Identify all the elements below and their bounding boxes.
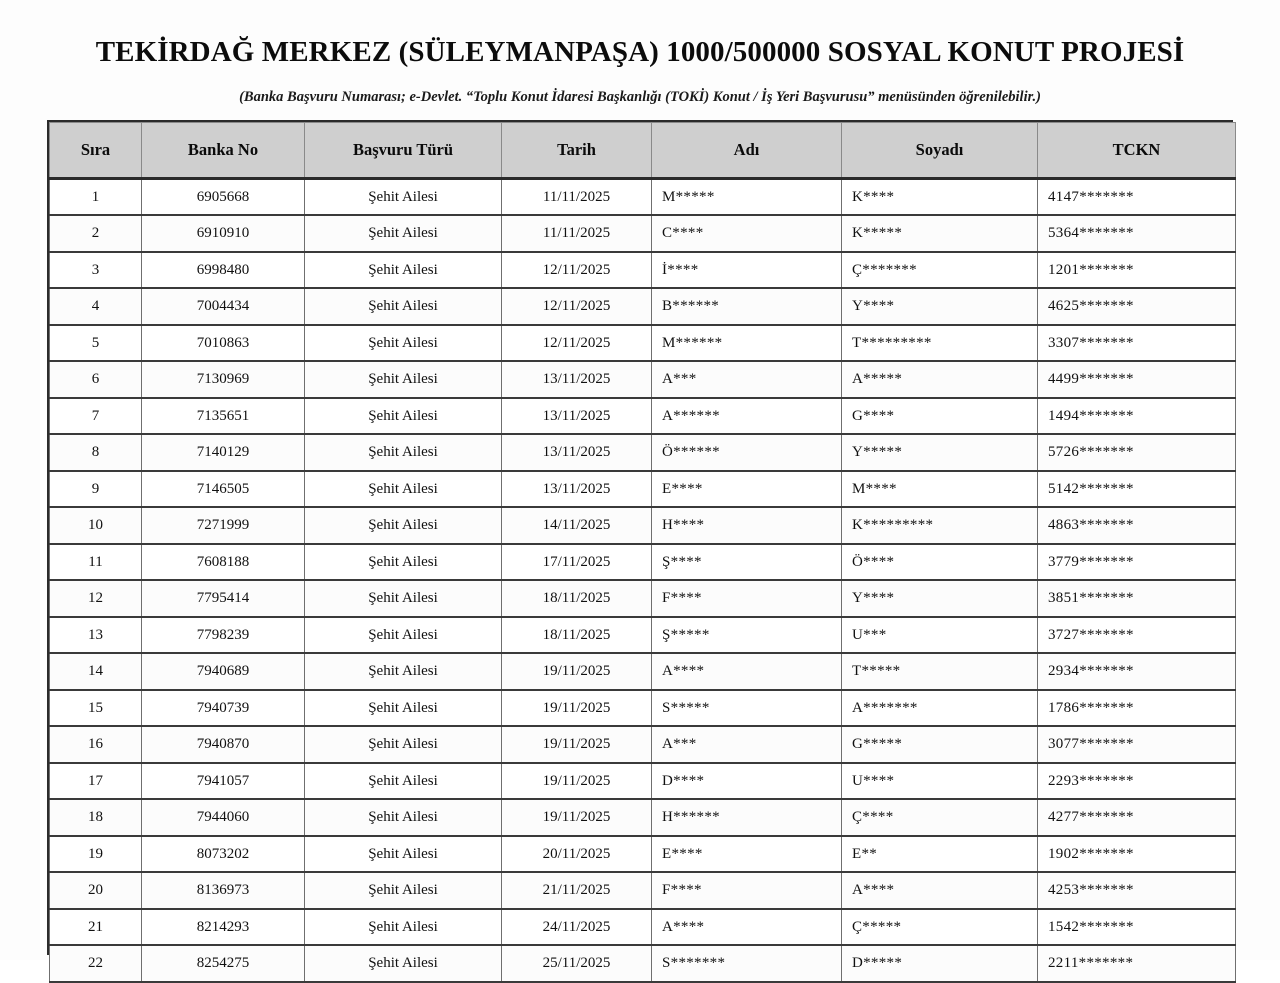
cell-tckn: 1542*******	[1038, 909, 1236, 946]
table-row	[50, 653, 1236, 690]
cell-basvuru-turu: Şehit Ailesi	[305, 945, 502, 982]
cell-soyadi: A*****	[842, 361, 1038, 398]
cell-basvuru-turu: Şehit Ailesi	[305, 361, 502, 398]
cell-tckn: 2211*******	[1038, 945, 1236, 982]
cell-tarih: 11/11/2025	[502, 179, 652, 216]
table-row	[50, 398, 1236, 435]
table-row	[50, 471, 1236, 508]
table-body	[50, 179, 1236, 982]
cell-adi: Ş****	[652, 544, 842, 581]
cell-tarih: 11/11/2025	[502, 215, 652, 252]
cell-sira: 15	[50, 690, 142, 727]
cell-soyadi: A*******	[842, 690, 1038, 727]
cell-tarih: 18/11/2025	[502, 617, 652, 654]
applicants-table	[49, 122, 1236, 983]
cell-tarih: 12/11/2025	[502, 325, 652, 362]
table-row	[50, 580, 1236, 617]
cell-sira: 9	[50, 471, 142, 508]
cell-tckn: 3077*******	[1038, 726, 1236, 763]
cell-tckn: 4499*******	[1038, 361, 1236, 398]
cell-sira: 6	[50, 361, 142, 398]
cell-banka-no: 6998480	[142, 252, 305, 289]
cell-basvuru-turu: Şehit Ailesi	[305, 252, 502, 289]
table-row	[50, 544, 1236, 581]
cell-tarih: 19/11/2025	[502, 653, 652, 690]
cell-sira: 21	[50, 909, 142, 946]
cell-banka-no: 8073202	[142, 836, 305, 873]
cell-tarih: 13/11/2025	[502, 471, 652, 508]
cell-soyadi: Ö****	[842, 544, 1038, 581]
table-header-row	[50, 123, 1236, 179]
page-title: TEKİRDAĞ MERKEZ (SÜLEYMANPAŞA) 1000/500000 SOSYAL KONUT PROJESİ	[95, 36, 1185, 68]
cell-sira: 17	[50, 763, 142, 800]
cell-sira: 10	[50, 507, 142, 544]
cell-banka-no: 7941057	[142, 763, 305, 800]
cell-adi: A****	[652, 653, 842, 690]
cell-adi: H****	[652, 507, 842, 544]
cell-banka-no: 7010863	[142, 325, 305, 362]
cell-banka-no: 7004434	[142, 288, 305, 325]
cell-banka-no: 8136973	[142, 872, 305, 909]
table-row	[50, 325, 1236, 362]
cell-basvuru-turu: Şehit Ailesi	[305, 726, 502, 763]
cell-banka-no: 7135651	[142, 398, 305, 435]
cell-tckn: 3727*******	[1038, 617, 1236, 654]
cell-tckn: 5726*******	[1038, 434, 1236, 471]
table-row	[50, 763, 1236, 800]
cell-soyadi: T*****	[842, 653, 1038, 690]
cell-soyadi: U****	[842, 763, 1038, 800]
column-header-basvuru-turu: Başvuru Türü	[305, 123, 502, 179]
cell-basvuru-turu: Şehit Ailesi	[305, 325, 502, 362]
cell-tarih: 21/11/2025	[502, 872, 652, 909]
cell-tarih: 12/11/2025	[502, 252, 652, 289]
cell-tckn: 5364*******	[1038, 215, 1236, 252]
cell-adi: F****	[652, 872, 842, 909]
cell-adi: C****	[652, 215, 842, 252]
cell-adi: A****	[652, 909, 842, 946]
cell-soyadi: G****	[842, 398, 1038, 435]
cell-tarih: 12/11/2025	[502, 288, 652, 325]
cell-soyadi: M****	[842, 471, 1038, 508]
cell-tarih: 14/11/2025	[502, 507, 652, 544]
cell-tckn: 4863*******	[1038, 507, 1236, 544]
table-row	[50, 507, 1236, 544]
cell-soyadi: Y*****	[842, 434, 1038, 471]
cell-soyadi: D*****	[842, 945, 1038, 982]
cell-tckn: 1902*******	[1038, 836, 1236, 873]
cell-soyadi: K*****	[842, 215, 1038, 252]
column-header-tckn: TCKN	[1038, 123, 1236, 179]
cell-adi: A***	[652, 726, 842, 763]
cell-tarih: 19/11/2025	[502, 690, 652, 727]
cell-sira: 8	[50, 434, 142, 471]
cell-basvuru-turu: Şehit Ailesi	[305, 434, 502, 471]
table-row	[50, 215, 1236, 252]
cell-basvuru-turu: Şehit Ailesi	[305, 471, 502, 508]
table-row	[50, 179, 1236, 216]
cell-sira: 1	[50, 179, 142, 216]
cell-basvuru-turu: Şehit Ailesi	[305, 653, 502, 690]
cell-basvuru-turu: Şehit Ailesi	[305, 872, 502, 909]
table-header	[50, 123, 1236, 179]
table-row	[50, 836, 1236, 873]
cell-banka-no: 7940739	[142, 690, 305, 727]
cell-adi: E****	[652, 471, 842, 508]
cell-soyadi: K*********	[842, 507, 1038, 544]
cell-soyadi: G*****	[842, 726, 1038, 763]
cell-adi: Ö******	[652, 434, 842, 471]
column-header-banka-no: Banka No	[142, 123, 305, 179]
cell-soyadi: Y****	[842, 580, 1038, 617]
cell-basvuru-turu: Şehit Ailesi	[305, 836, 502, 873]
table-row	[50, 909, 1236, 946]
cell-banka-no: 7608188	[142, 544, 305, 581]
cell-banka-no: 7271999	[142, 507, 305, 544]
cell-tarih: 18/11/2025	[502, 580, 652, 617]
cell-adi: Ş*****	[652, 617, 842, 654]
cell-basvuru-turu: Şehit Ailesi	[305, 763, 502, 800]
cell-tarih: 13/11/2025	[502, 434, 652, 471]
cell-adi: B******	[652, 288, 842, 325]
cell-tckn: 3779*******	[1038, 544, 1236, 581]
cell-soyadi: K****	[842, 179, 1038, 216]
cell-banka-no: 7146505	[142, 471, 305, 508]
cell-tckn: 1786*******	[1038, 690, 1236, 727]
cell-sira: 22	[50, 945, 142, 982]
cell-tarih: 24/11/2025	[502, 909, 652, 946]
cell-soyadi: A****	[842, 872, 1038, 909]
table-row	[50, 361, 1236, 398]
table-row	[50, 872, 1236, 909]
cell-basvuru-turu: Şehit Ailesi	[305, 215, 502, 252]
cell-sira: 20	[50, 872, 142, 909]
cell-soyadi: Ç*******	[842, 252, 1038, 289]
cell-sira: 5	[50, 325, 142, 362]
cell-tckn: 1201*******	[1038, 252, 1236, 289]
cell-soyadi: U***	[842, 617, 1038, 654]
cell-adi: F****	[652, 580, 842, 617]
table-row	[50, 288, 1236, 325]
cell-soyadi: Ç****	[842, 799, 1038, 836]
cell-basvuru-turu: Şehit Ailesi	[305, 507, 502, 544]
table-row	[50, 434, 1236, 471]
table-row	[50, 690, 1236, 727]
cell-soyadi: E**	[842, 836, 1038, 873]
cell-tarih: 13/11/2025	[502, 361, 652, 398]
cell-adi: A***	[652, 361, 842, 398]
column-header-tarih: Tarih	[502, 123, 652, 179]
cell-adi: M*****	[652, 179, 842, 216]
cell-soyadi: T*********	[842, 325, 1038, 362]
cell-sira: 14	[50, 653, 142, 690]
cell-basvuru-turu: Şehit Ailesi	[305, 179, 502, 216]
cell-tckn: 3851*******	[1038, 580, 1236, 617]
cell-soyadi: Y****	[842, 288, 1038, 325]
cell-adi: M******	[652, 325, 842, 362]
cell-sira: 4	[50, 288, 142, 325]
cell-banka-no: 7795414	[142, 580, 305, 617]
cell-tckn: 4147*******	[1038, 179, 1236, 216]
cell-adi: S*******	[652, 945, 842, 982]
cell-tarih: 19/11/2025	[502, 799, 652, 836]
cell-tarih: 19/11/2025	[502, 726, 652, 763]
cell-adi: İ****	[652, 252, 842, 289]
cell-tarih: 13/11/2025	[502, 398, 652, 435]
cell-adi: E****	[652, 836, 842, 873]
cell-basvuru-turu: Şehit Ailesi	[305, 398, 502, 435]
table-row	[50, 799, 1236, 836]
cell-basvuru-turu: Şehit Ailesi	[305, 799, 502, 836]
cell-basvuru-turu: Şehit Ailesi	[305, 617, 502, 654]
cell-banka-no: 7130969	[142, 361, 305, 398]
cell-adi: A******	[652, 398, 842, 435]
applicants-table-container	[47, 120, 1233, 972]
cell-tarih: 25/11/2025	[502, 945, 652, 982]
column-header-soyadi: Soyadı	[842, 123, 1038, 179]
cell-sira: 18	[50, 799, 142, 836]
cell-banka-no: 8254275	[142, 945, 305, 982]
cell-sira: 7	[50, 398, 142, 435]
cell-basvuru-turu: Şehit Ailesi	[305, 288, 502, 325]
column-header-adi: Adı	[652, 123, 842, 179]
cell-tarih: 20/11/2025	[502, 836, 652, 873]
cell-basvuru-turu: Şehit Ailesi	[305, 690, 502, 727]
table-row	[50, 726, 1236, 763]
table-row	[50, 945, 1236, 982]
cell-banka-no: 7940870	[142, 726, 305, 763]
cell-basvuru-turu: Şehit Ailesi	[305, 909, 502, 946]
cell-tckn: 5142*******	[1038, 471, 1236, 508]
cell-banka-no: 6910910	[142, 215, 305, 252]
cell-banka-no: 6905668	[142, 179, 305, 216]
column-header-sira: Sıra	[50, 123, 142, 179]
cell-banka-no: 7798239	[142, 617, 305, 654]
cell-soyadi: Ç*****	[842, 909, 1038, 946]
page-subtitle-note: (Banka Başvuru Numarası; e-Devlet. “Toplu Konut İdaresi Başkanlığı (TOKİ) Konut / İş Yeri Başvurusu” menüsünden öğrenilebilir.)	[239, 89, 1041, 106]
table-row	[50, 617, 1236, 654]
cell-tckn: 4253*******	[1038, 872, 1236, 909]
cell-tckn: 3307*******	[1038, 325, 1236, 362]
cell-tckn: 4277*******	[1038, 799, 1236, 836]
cell-banka-no: 7944060	[142, 799, 305, 836]
cell-sira: 19	[50, 836, 142, 873]
cell-adi: D****	[652, 763, 842, 800]
cell-banka-no: 7140129	[142, 434, 305, 471]
cell-basvuru-turu: Şehit Ailesi	[305, 544, 502, 581]
cell-tckn: 1494*******	[1038, 398, 1236, 435]
cell-sira: 11	[50, 544, 142, 581]
cell-adi: H******	[652, 799, 842, 836]
cell-sira: 3	[50, 252, 142, 289]
cell-banka-no: 7940689	[142, 653, 305, 690]
cell-tckn: 2934*******	[1038, 653, 1236, 690]
cell-adi: S*****	[652, 690, 842, 727]
cell-banka-no: 8214293	[142, 909, 305, 946]
cell-tarih: 17/11/2025	[502, 544, 652, 581]
cell-tarih: 19/11/2025	[502, 763, 652, 800]
cell-sira: 2	[50, 215, 142, 252]
cell-tckn: 4625*******	[1038, 288, 1236, 325]
cell-basvuru-turu: Şehit Ailesi	[305, 580, 502, 617]
cell-tckn: 2293*******	[1038, 763, 1236, 800]
table-row	[50, 252, 1236, 289]
cell-sira: 13	[50, 617, 142, 654]
cell-sira: 12	[50, 580, 142, 617]
cell-sira: 16	[50, 726, 142, 763]
